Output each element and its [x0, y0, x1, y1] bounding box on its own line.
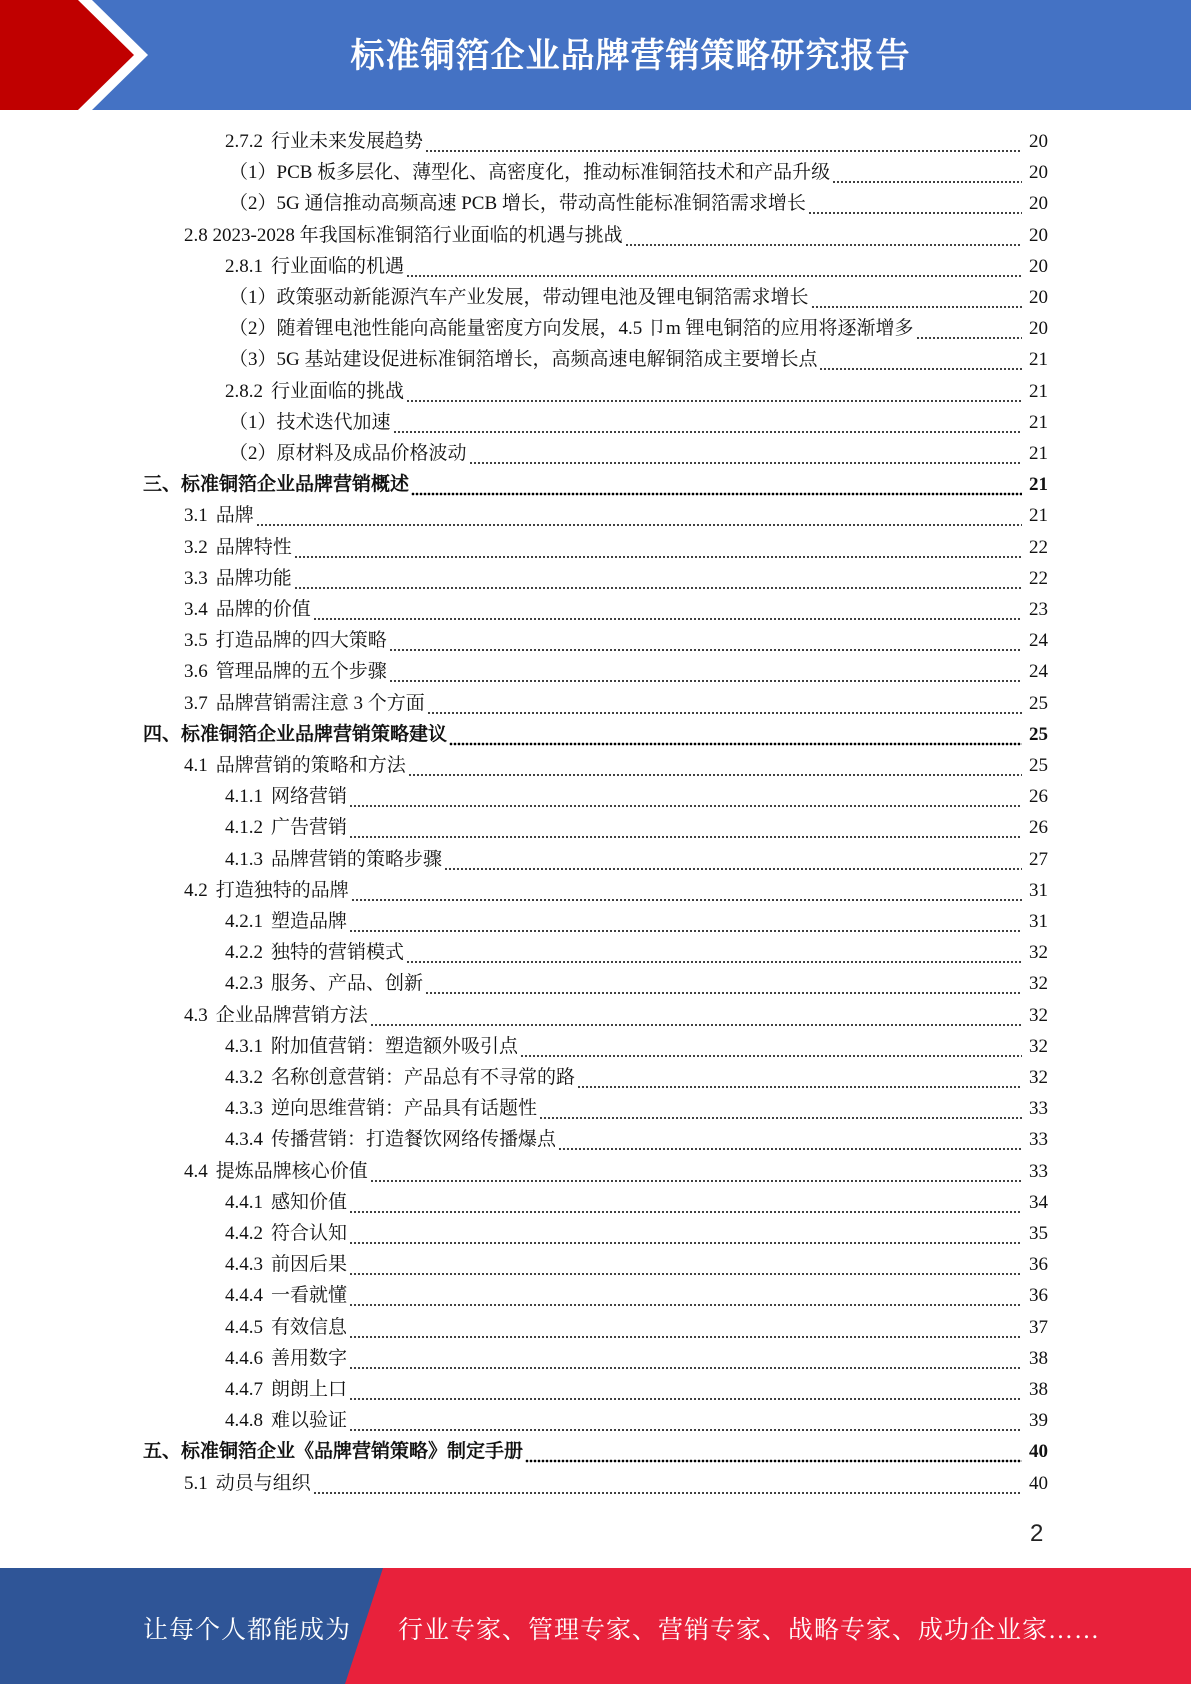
toc-entry-text: 三、标准铜箔企业品牌营销概述 [143, 474, 410, 495]
toc-entry-number: 3.3 [184, 568, 208, 589]
toc-dot-leader [389, 656, 1022, 687]
toc-dot-leader [539, 1093, 1022, 1124]
footer-banner [0, 1568, 1191, 1684]
toc-entry-number: 4.4.7 [225, 1379, 263, 1400]
toc-entry-page: 26 [1029, 817, 1048, 838]
toc-entry-text: 名称创意营销：产品总有不寻常的路 [271, 1067, 576, 1088]
toc-dot-leader [294, 532, 1022, 563]
toc-dot-leader [406, 376, 1022, 407]
toc-entry-number: 5.1 [184, 1473, 208, 1494]
toc-entry-text: 四、标准铜箔企业品牌营销策略建议 [143, 724, 448, 745]
toc-entry-text: （2）随着锂电池性能向高能量密度方向发展，4.5 卩m 锂电铜箔的应用将逐渐增多 [229, 318, 914, 339]
toc-entry-label [225, 1124, 556, 1155]
toc-entry-page: 21 [1029, 443, 1048, 464]
toc-entry-number: 4.1.1 [225, 786, 263, 807]
toc-entry-text: 动员与组织 [215, 1473, 311, 1494]
toc-entry-label [225, 126, 423, 157]
toc-entry-text: 广告营销 [271, 817, 348, 838]
toc-entry-label [184, 594, 311, 625]
toc-entry[interactable] [225, 968, 1048, 999]
toc-entry[interactable] [184, 1156, 1048, 1187]
toc-entry[interactable] [225, 906, 1048, 937]
toc-entry-page: 20 [1029, 193, 1048, 214]
toc-entry-number: 4.2.2 [225, 942, 263, 963]
toc-dot-leader [819, 344, 1022, 375]
toc-entry-label [184, 625, 387, 656]
toc-entry[interactable] [184, 594, 1048, 625]
toc-entry[interactable] [225, 1249, 1048, 1280]
toc-entry-text: 行业未来发展趋势 [271, 131, 424, 152]
toc-entry[interactable] [225, 1280, 1048, 1311]
toc-entry-label [225, 376, 404, 407]
toc-entry-text: 善用数字 [271, 1348, 348, 1369]
toc-entry-page: 32 [1029, 942, 1048, 963]
toc-entry-label [184, 563, 292, 594]
toc-dot-leader [449, 719, 1022, 750]
toc-entry-text: 行业面临的挑战 [271, 381, 405, 402]
toc-dot-leader [349, 1374, 1022, 1405]
toc-entry-text: 有效信息 [271, 1317, 348, 1338]
toc-entry-page: 35 [1029, 1223, 1048, 1244]
toc-entry[interactable] [225, 781, 1048, 812]
toc-entry[interactable] [225, 1062, 1048, 1093]
toc-entry-page: 21 [1029, 474, 1048, 495]
toc-entry-page: 37 [1029, 1317, 1048, 1338]
toc-entry-text: 朗朗上口 [271, 1379, 348, 1400]
toc-entry[interactable] [229, 313, 1048, 344]
toc-dot-leader [408, 750, 1022, 781]
toc-entry-page: 32 [1029, 1005, 1048, 1026]
toc-entry-text: 前因后果 [271, 1254, 348, 1275]
toc-entry-number: 4.3.4 [225, 1129, 263, 1150]
toc-entry-number: 4.4.8 [225, 1410, 263, 1431]
toc-entry-text: 一看就懂 [271, 1285, 348, 1306]
toc-entry-text: （2）原材料及成品价格波动 [229, 443, 467, 464]
toc-entry-number: 4.1.2 [225, 817, 263, 838]
toc-entry[interactable] [184, 563, 1048, 594]
toc-entry-label [143, 719, 447, 750]
toc-entry-label [229, 282, 809, 313]
toc-entry-text: 感知价值 [271, 1192, 348, 1213]
toc-entry[interactable] [184, 1468, 1048, 1499]
toc-entry-page: 20 [1029, 318, 1048, 339]
toc-dot-leader [444, 844, 1022, 875]
toc-entry-page: 21 [1029, 505, 1048, 526]
toc-entry-page: 38 [1029, 1379, 1048, 1400]
toc-entry-label [225, 1280, 347, 1311]
toc-dot-leader [370, 1156, 1022, 1187]
toc-entry-text: 五、标准铜箔企业《品牌营销策略》制定手册 [143, 1441, 524, 1462]
toc-entry-number: 3.7 [184, 693, 208, 714]
toc-entry-text: 企业品牌营销方法 [215, 1005, 368, 1026]
toc-entry-number: 4.4.1 [225, 1192, 263, 1213]
toc-entry-label [225, 1405, 347, 1436]
toc-entry-text: （1）PCB 板多层化、薄型化、高密度化，推动标准铜箔技术和产品升级 [229, 162, 831, 183]
toc-dot-leader [349, 1405, 1022, 1436]
toc-entry-label [184, 750, 406, 781]
toc-dot-leader [349, 1249, 1022, 1280]
toc-entry-page: 32 [1029, 1036, 1048, 1057]
toc-entry-label [229, 438, 467, 469]
toc-entry[interactable] [225, 1374, 1048, 1405]
toc-entry-label [229, 188, 806, 219]
toc-entry-label [143, 1436, 523, 1467]
toc-dot-leader [832, 157, 1022, 188]
toc-entry-text: 传播营销：打造餐饮网络传播爆点 [271, 1129, 557, 1150]
toc-entry-page: 27 [1029, 849, 1048, 870]
toc-entry-text: （1）政策驱动新能源汽车产业发展，带动锂电池及锂电铜箔需求增长 [229, 287, 809, 308]
toc-entry[interactable] [225, 126, 1048, 157]
toc-dot-leader [808, 188, 1022, 219]
toc-dot-leader [349, 1312, 1022, 1343]
toc-entry-number: 2.7.2 [225, 131, 263, 152]
toc-entry-page: 25 [1029, 755, 1048, 776]
toc-entry[interactable] [143, 469, 1048, 500]
toc-entry-page: 40 [1029, 1473, 1048, 1494]
toc-dot-leader [425, 126, 1022, 157]
toc-entry[interactable] [229, 282, 1048, 313]
toc-entry-text: 品牌的价值 [215, 599, 311, 620]
toc-entry[interactable] [184, 875, 1048, 906]
toc-entry-label [184, 875, 349, 906]
toc-entry-label [184, 1000, 368, 1031]
toc-dot-leader [313, 1468, 1022, 1499]
toc-entry-text: 品牌营销的策略步骤 [271, 849, 443, 870]
toc-entry-text: 服务、产品、创新 [271, 973, 424, 994]
toc-entry-text: 逆向思维营销：产品具有话题性 [271, 1098, 538, 1119]
toc-entry-text: 品牌营销的策略和方法 [215, 755, 406, 776]
toc-entry[interactable] [225, 937, 1048, 968]
page-number: 2 [1030, 1520, 1044, 1547]
toc-entry-number: 4.3.2 [225, 1067, 263, 1088]
toc-entry-page: 33 [1029, 1161, 1048, 1182]
toc-entry[interactable] [229, 188, 1048, 219]
toc-entry-page: 36 [1029, 1285, 1048, 1306]
toc-dot-leader [811, 282, 1022, 313]
toc-entry-label [225, 1093, 537, 1124]
toc-dot-leader [393, 407, 1022, 438]
toc-dot-leader [349, 1218, 1022, 1249]
toc-entry-label [184, 688, 425, 719]
toc-entry-page: 21 [1029, 381, 1048, 402]
toc-dot-leader [313, 594, 1022, 625]
toc-dot-leader [558, 1124, 1022, 1155]
toc-dot-leader [370, 1000, 1022, 1031]
toc-entry-label [225, 906, 347, 937]
footer-slogan-right: 行业专家、管理专家、营销专家、战略专家、成功企业家…… [398, 1617, 1101, 1644]
toc-entry[interactable] [225, 1187, 1048, 1218]
toc-entry-label [225, 1249, 347, 1280]
toc-entry-number: 3.4 [184, 599, 208, 620]
toc-entry-number: 4.4.2 [225, 1223, 263, 1244]
toc-entry-number: 4.1 [184, 755, 208, 776]
toc-dot-leader [525, 1436, 1022, 1467]
toc-entry-label [225, 1218, 347, 1249]
toc-entry-text: 品牌 [215, 505, 254, 526]
toc-entry-label [229, 344, 817, 375]
toc-entry[interactable] [184, 656, 1048, 687]
toc-entry-page: 20 [1029, 131, 1048, 152]
toc-entry-label [184, 500, 254, 531]
toc-entry-number: 4.4.6 [225, 1348, 263, 1369]
toc-entry[interactable] [225, 1343, 1048, 1374]
toc-entry-page: 36 [1029, 1254, 1048, 1275]
toc-entry-number: 3.1 [184, 505, 208, 526]
toc-dot-leader [411, 469, 1022, 500]
toc-entry-page: 24 [1029, 630, 1048, 651]
toc-entry-page: 32 [1029, 1067, 1048, 1088]
toc-entry[interactable] [143, 1436, 1048, 1467]
toc-entry-number: 4.2.3 [225, 973, 263, 994]
toc-entry[interactable] [184, 688, 1048, 719]
toc-entry[interactable] [229, 438, 1048, 469]
toc-entry-page: 21 [1029, 349, 1048, 370]
toc-entry[interactable] [184, 625, 1048, 656]
toc-entry-number: 2.8.2 [225, 381, 263, 402]
toc-entry-page: 33 [1029, 1098, 1048, 1119]
toc-entry-page: 31 [1029, 880, 1048, 901]
report-title: 标准铜箔企业品牌营销策略研究报告 [350, 36, 911, 76]
toc-entry-label [229, 157, 830, 188]
toc-entry-number: 4.3 [184, 1005, 208, 1026]
toc-entry-number: 4.2 [184, 880, 208, 901]
toc-entry-label [225, 1312, 347, 1343]
toc-entry-page: 39 [1029, 1410, 1048, 1431]
toc-entry-text: 打造品牌的四大策略 [215, 630, 387, 651]
toc-dot-leader [256, 500, 1022, 531]
toc-dot-leader [427, 688, 1022, 719]
toc-entry-number: 3.6 [184, 661, 208, 682]
toc-entry-page: 25 [1029, 724, 1048, 745]
toc-dot-leader [351, 875, 1022, 906]
toc-entry-page: 22 [1029, 537, 1048, 558]
toc-entry-label [143, 469, 409, 500]
toc-dot-leader [916, 313, 1022, 344]
toc-entry-label [184, 220, 623, 251]
toc-entry[interactable] [229, 157, 1048, 188]
toc-entry-number: 4.3.1 [225, 1036, 263, 1057]
toc-entry-text: 独特的营销模式 [271, 942, 405, 963]
toc-entry-page: 20 [1029, 287, 1048, 308]
report-header [0, 0, 1191, 110]
toc-entry-text: 符合认知 [271, 1223, 348, 1244]
toc-entry-label [225, 781, 347, 812]
toc-entry-text: 品牌营销需注意 3 个方面 [215, 693, 425, 714]
toc-entry-text: 提炼品牌核心价值 [215, 1161, 368, 1182]
toc-entry-text: 打造独特的品牌 [215, 880, 349, 901]
toc-entry-page: 33 [1029, 1129, 1048, 1150]
toc-entry-text: （2）5G 通信推动高频高速 PCB 增长，带动高性能标准铜箔需求增长 [229, 193, 806, 214]
toc-entry[interactable] [184, 532, 1048, 563]
toc-entry-text: 塑造品牌 [271, 911, 348, 932]
toc-entry[interactable] [225, 1312, 1048, 1343]
toc-entry-page: 26 [1029, 786, 1048, 807]
toc-entry-number: 4.4.3 [225, 1254, 263, 1275]
toc-dot-leader [625, 220, 1022, 251]
toc-entry-number: 4.1.3 [225, 849, 263, 870]
toc-entry-number: 2.8.1 [225, 256, 263, 277]
toc-entry-page: 24 [1029, 661, 1048, 682]
toc-dot-leader [349, 781, 1022, 812]
toc-entry-label [225, 844, 442, 875]
toc-entry-label [184, 1468, 311, 1499]
toc-entry-text: 行业面临的机遇 [271, 256, 405, 277]
toc-entry[interactable] [225, 1405, 1048, 1436]
toc-entry-page: 20 [1029, 225, 1048, 246]
toc-entry[interactable] [225, 812, 1048, 843]
toc-entry-label [229, 313, 914, 344]
toc-entry-label [225, 937, 404, 968]
toc-entry-number: 4.3.3 [225, 1098, 263, 1119]
toc-dot-leader [520, 1031, 1022, 1062]
toc-entry-text: 品牌特性 [215, 537, 292, 558]
toc-dot-leader [349, 1187, 1022, 1218]
toc-entry-page: 31 [1029, 911, 1048, 932]
toc-entry[interactable] [225, 844, 1048, 875]
toc-entry[interactable] [184, 750, 1048, 781]
toc-dot-leader [349, 1343, 1022, 1374]
toc-entry-number: 3.5 [184, 630, 208, 651]
toc-dot-leader [389, 625, 1022, 656]
toc-entry-label [225, 812, 347, 843]
toc-entry-label [225, 1187, 347, 1218]
toc-entry-page: 32 [1029, 973, 1048, 994]
toc-entry[interactable] [225, 251, 1048, 282]
toc-dot-leader [294, 563, 1022, 594]
toc-entry-page: 34 [1029, 1192, 1048, 1213]
toc-entry-page: 25 [1029, 693, 1048, 714]
toc-entry[interactable] [184, 1000, 1048, 1031]
toc-entry-text: （1）技术迭代加速 [229, 412, 391, 433]
toc-entry-number: 4.2.1 [225, 911, 263, 932]
toc-entry[interactable] [229, 344, 1048, 375]
toc-entry-number: 4.4 [184, 1161, 208, 1182]
toc-entry-label [225, 1343, 347, 1374]
toc-entry-page: 23 [1029, 599, 1048, 620]
toc-entry-text: 附加值营销：塑造额外吸引点 [271, 1036, 519, 1057]
toc-entry-page: 20 [1029, 162, 1048, 183]
toc-entry-label [225, 1062, 575, 1093]
footer-slogan-left: 让每个人都能成为 [143, 1617, 352, 1644]
toc-entry-label [225, 1031, 518, 1062]
toc-entry[interactable] [143, 719, 1048, 750]
toc-entry[interactable] [184, 500, 1048, 531]
toc-entry-number: 4.4.5 [225, 1317, 263, 1338]
toc-entry-text: （3）5G 基站建设促进标准铜箔增长，高频高速电解铜箔成主要增长点 [229, 349, 818, 370]
toc-entry-text: 管理品牌的五个步骤 [215, 661, 387, 682]
toc-entry-page: 22 [1029, 568, 1048, 589]
toc-entry-page: 38 [1029, 1348, 1048, 1369]
toc-entry-label [184, 656, 387, 687]
toc-entry-page: 21 [1029, 412, 1048, 433]
toc-entry-text: 品牌功能 [215, 568, 292, 589]
toc-entry-text: 难以验证 [271, 1410, 348, 1431]
toc-dot-leader [577, 1062, 1022, 1093]
toc-entry-number: 4.4.4 [225, 1285, 263, 1306]
toc-entry-label [225, 968, 423, 999]
toc-dot-leader [349, 812, 1022, 843]
toc-entry[interactable] [225, 376, 1048, 407]
toc-entry[interactable] [225, 1218, 1048, 1249]
toc-entry-label [225, 1374, 347, 1405]
toc-entry-page: 20 [1029, 256, 1048, 277]
toc-entry-label [184, 532, 292, 563]
toc-entry-number: 3.2 [184, 537, 208, 558]
toc-dot-leader [349, 1280, 1022, 1311]
toc-entry[interactable] [184, 220, 1048, 251]
toc-dot-leader [425, 968, 1022, 999]
toc-entry-page: 40 [1029, 1441, 1048, 1462]
toc-entry[interactable] [225, 1093, 1048, 1124]
toc-dot-leader [349, 906, 1022, 937]
toc-entry-label [184, 1156, 368, 1187]
toc-entry-label [225, 251, 404, 282]
toc-entry[interactable] [229, 407, 1048, 438]
toc-dot-leader [469, 438, 1022, 469]
toc-entry-text: 网络营销 [271, 786, 348, 807]
toc-dot-leader [406, 251, 1022, 282]
toc-entry[interactable] [225, 1031, 1048, 1062]
toc-entry[interactable] [225, 1124, 1048, 1155]
toc-entry-text: 2.8 2023-2028 年我国标准铜箔行业面临的机遇与挑战 [184, 225, 623, 246]
toc-entry-label [229, 407, 391, 438]
toc-dot-leader [406, 937, 1022, 968]
